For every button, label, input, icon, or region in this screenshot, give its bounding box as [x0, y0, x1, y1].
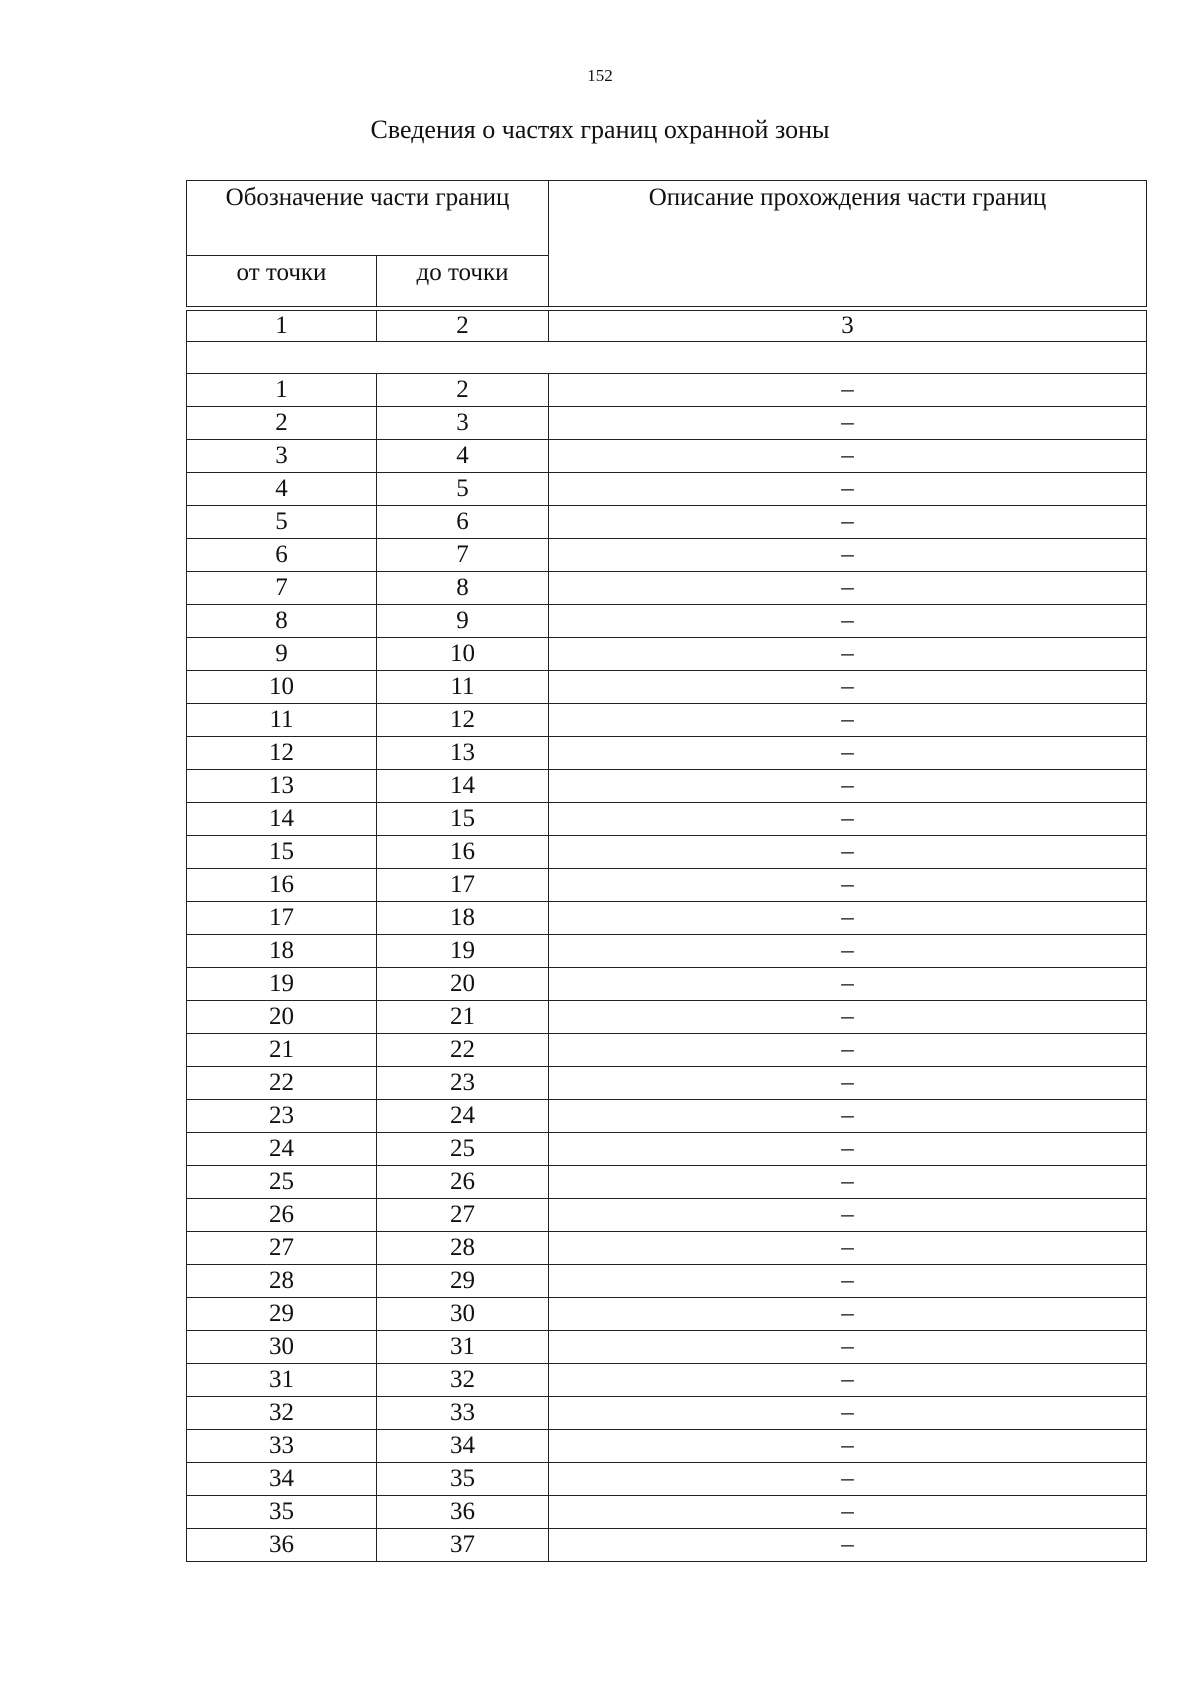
description-cell: – [549, 605, 1147, 638]
description-cell: – [549, 1001, 1147, 1034]
description-cell: – [549, 1265, 1147, 1298]
from-point-cell: 17 [187, 902, 377, 935]
to-point-cell: 31 [377, 1331, 549, 1364]
from-point-cell: 1 [187, 374, 377, 407]
to-point-cell: 28 [377, 1232, 549, 1265]
description-cell: – [549, 1100, 1147, 1133]
from-point-cell: 35 [187, 1496, 377, 1529]
table-row [187, 836, 1147, 869]
from-point-cell: 33 [187, 1430, 377, 1463]
to-point-cell: 18 [377, 902, 549, 935]
to-point-cell: 9 [377, 605, 549, 638]
from-point-cell: 13 [187, 770, 377, 803]
table-row [187, 869, 1147, 902]
table-row [187, 1397, 1147, 1430]
description-cell: – [549, 638, 1147, 671]
from-point-cell: 4 [187, 473, 377, 506]
table-row [187, 1034, 1147, 1067]
from-point-cell: 34 [187, 1463, 377, 1496]
description-cell: – [549, 1397, 1147, 1430]
from-point-cell: 12 [187, 737, 377, 770]
description-cell: – [549, 737, 1147, 770]
from-point-cell: 15 [187, 836, 377, 869]
to-point-cell: 11 [377, 671, 549, 704]
table-row [187, 374, 1147, 407]
table-row [187, 1166, 1147, 1199]
description-cell: – [549, 506, 1147, 539]
from-point-cell: 6 [187, 539, 377, 572]
table-row [187, 1265, 1147, 1298]
boundary-parts-table [186, 180, 1147, 1562]
description-cell: – [549, 1166, 1147, 1199]
description-cell: – [549, 836, 1147, 869]
description-cell: – [549, 1463, 1147, 1496]
description-cell: – [549, 1364, 1147, 1397]
to-point-cell: 10 [377, 638, 549, 671]
to-point-cell: 32 [377, 1364, 549, 1397]
description-cell: – [549, 539, 1147, 572]
description-cell: – [549, 1034, 1147, 1067]
header-description: Описание прохождения части границ [549, 181, 1147, 307]
table-row [187, 407, 1147, 440]
from-point-cell: 9 [187, 638, 377, 671]
from-point-cell: 3 [187, 440, 377, 473]
from-point-cell: 18 [187, 935, 377, 968]
table-row [187, 638, 1147, 671]
to-point-cell: 6 [377, 506, 549, 539]
description-cell: – [549, 1529, 1147, 1562]
table-row [187, 1133, 1147, 1166]
description-cell: – [549, 1232, 1147, 1265]
table-row [187, 1199, 1147, 1232]
from-point-cell: 31 [187, 1364, 377, 1397]
description-cell: – [549, 902, 1147, 935]
to-point-cell: 20 [377, 968, 549, 1001]
description-cell: – [549, 1430, 1147, 1463]
description-cell: – [549, 407, 1147, 440]
description-cell: – [549, 572, 1147, 605]
to-point-cell: 33 [377, 1397, 549, 1430]
to-point-cell: 19 [377, 935, 549, 968]
from-point-cell: 22 [187, 1067, 377, 1100]
description-cell: – [549, 1067, 1147, 1100]
table-row [187, 572, 1147, 605]
page-number: 152 [587, 66, 613, 85]
table-row [187, 1298, 1147, 1331]
description-cell: – [549, 671, 1147, 704]
description-cell: – [549, 374, 1147, 407]
to-point-cell: 35 [377, 1463, 549, 1496]
to-point-cell: 3 [377, 407, 549, 440]
description-cell: – [549, 803, 1147, 836]
to-point-cell: 14 [377, 770, 549, 803]
to-point-cell: 30 [377, 1298, 549, 1331]
from-point-cell: 25 [187, 1166, 377, 1199]
from-point-cell: 26 [187, 1199, 377, 1232]
table-row [187, 1364, 1147, 1397]
description-cell: – [549, 1199, 1147, 1232]
from-point-cell: 8 [187, 605, 377, 638]
page-title: Сведения о частях границ охранной зоны [370, 115, 830, 144]
column-number-row [187, 311, 1147, 342]
to-point-cell: 25 [377, 1133, 549, 1166]
to-point-cell: 12 [377, 704, 549, 737]
to-point-cell: 34 [377, 1430, 549, 1463]
section-label [187, 342, 1147, 374]
header-part-designation: Обозначение части границ [187, 181, 549, 256]
description-cell: – [549, 770, 1147, 803]
to-point-cell: 15 [377, 803, 549, 836]
table-row [187, 1430, 1147, 1463]
description-cell: – [549, 869, 1147, 902]
from-point-cell: 2 [187, 407, 377, 440]
table-row [187, 1331, 1147, 1364]
table-row [187, 539, 1147, 572]
from-point-cell: 27 [187, 1232, 377, 1265]
table-row [187, 1496, 1147, 1529]
table-row [187, 1067, 1147, 1100]
to-point-cell: 7 [377, 539, 549, 572]
description-cell: – [549, 1133, 1147, 1166]
section-row [187, 342, 1147, 374]
table-row [187, 1463, 1147, 1496]
column-number-3: 3 [549, 311, 1147, 342]
table-row [187, 1232, 1147, 1265]
table-row [187, 704, 1147, 737]
from-point-cell: 21 [187, 1034, 377, 1067]
to-point-cell: 37 [377, 1529, 549, 1562]
from-point-cell: 16 [187, 869, 377, 902]
table-row [187, 1001, 1147, 1034]
table-row [187, 440, 1147, 473]
table-row [187, 770, 1147, 803]
from-point-cell: 14 [187, 803, 377, 836]
from-point-cell: 30 [187, 1331, 377, 1364]
from-point-cell: 28 [187, 1265, 377, 1298]
description-cell: – [549, 440, 1147, 473]
description-cell: – [549, 704, 1147, 737]
table-row [187, 605, 1147, 638]
table-row [187, 803, 1147, 836]
from-point-cell: 20 [187, 1001, 377, 1034]
table-row [187, 968, 1147, 1001]
description-cell: – [549, 473, 1147, 506]
to-point-cell: 2 [377, 374, 549, 407]
description-cell: – [549, 1496, 1147, 1529]
column-number-2: 2 [377, 311, 549, 342]
to-point-cell: 13 [377, 737, 549, 770]
description-cell: – [549, 1298, 1147, 1331]
to-point-cell: 8 [377, 572, 549, 605]
column-number-1: 1 [187, 311, 377, 342]
table-row [187, 935, 1147, 968]
from-point-cell: 10 [187, 671, 377, 704]
table-body [187, 374, 1147, 1562]
table-row [187, 473, 1147, 506]
to-point-cell: 16 [377, 836, 549, 869]
table-row [187, 902, 1147, 935]
header-from-point: от точки [187, 256, 377, 307]
table-row [187, 1529, 1147, 1562]
from-point-cell: 19 [187, 968, 377, 1001]
boundary-parts-table-container [186, 180, 1146, 1562]
to-point-cell: 4 [377, 440, 549, 473]
to-point-cell: 21 [377, 1001, 549, 1034]
table-header-row [187, 181, 1147, 256]
to-point-cell: 27 [377, 1199, 549, 1232]
from-point-cell: 23 [187, 1100, 377, 1133]
table-row [187, 671, 1147, 704]
to-point-cell: 5 [377, 473, 549, 506]
to-point-cell: 23 [377, 1067, 549, 1100]
to-point-cell: 24 [377, 1100, 549, 1133]
to-point-cell: 22 [377, 1034, 549, 1067]
from-point-cell: 5 [187, 506, 377, 539]
from-point-cell: 32 [187, 1397, 377, 1430]
from-point-cell: 24 [187, 1133, 377, 1166]
table-row [187, 1100, 1147, 1133]
from-point-cell: 7 [187, 572, 377, 605]
description-cell: – [549, 968, 1147, 1001]
to-point-cell: 36 [377, 1496, 549, 1529]
to-point-cell: 17 [377, 869, 549, 902]
table-row [187, 737, 1147, 770]
to-point-cell: 26 [377, 1166, 549, 1199]
description-cell: – [549, 935, 1147, 968]
to-point-cell: 29 [377, 1265, 549, 1298]
header-to-point: до точки [377, 256, 549, 307]
from-point-cell: 36 [187, 1529, 377, 1562]
table-row [187, 506, 1147, 539]
from-point-cell: 29 [187, 1298, 377, 1331]
from-point-cell: 11 [187, 704, 377, 737]
description-cell: – [549, 1331, 1147, 1364]
